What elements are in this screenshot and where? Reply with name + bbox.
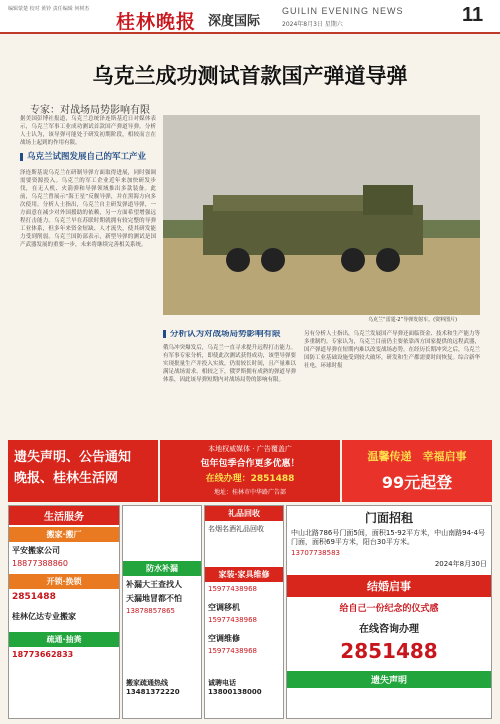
article-column-3 <box>304 330 480 438</box>
ad-bottom-left[interactable]: 搬家疏通热线 13481372220 <box>126 679 180 696</box>
paper-name-en: GUILIN EVENING NEWS <box>282 6 404 16</box>
missile-photo <box>163 115 480 315</box>
ad-gift-title: 礼品回收 <box>205 506 283 521</box>
section-heading-2: 分析认为对战场局势影响有限 <box>163 330 281 338</box>
page-number: 11 <box>462 4 484 26</box>
ad-transport-title: 疏通·抽粪 <box>9 632 119 647</box>
article-body-3: 另有分析人士指出，乌克兰发展国产导弹还面临资金、技术和生产能力等多重制约。专家认为，乌克兰目前仍主要依靠西方国家提供的远程武器，国产弹道导弹在短期内难以改变战场态势。在经历长期冲突之后，乌克兰国防工业基础设施受到较大破坏，研发和生产都需要时间恢复。综合新华社电，环球时报 <box>304 331 480 369</box>
ad-wedding-line1: 温馨传递 幸福启事 <box>367 450 467 463</box>
issue-date: 2024年8月3日 星期六 <box>282 21 343 28</box>
ad-banner-notice[interactable] <box>8 440 158 502</box>
ad-wedding-title: 结婚启事 <box>287 575 491 597</box>
ad-bottom-mid[interactable]: 诚聘电话 13800138000 <box>208 679 262 696</box>
section-heading-1: 乌克兰试图发展自己的军工产业 <box>20 153 146 161</box>
ad-rent-text: 中山北路786号门面5间，面积15-92平方米，中山南路94-4号门面，面积69平方米，阳台30平方米。 <box>291 529 486 546</box>
ad-media-line2: 包年包季合作更多优惠！ <box>200 459 300 469</box>
ad-rent-tel[interactable]: 13707738583 <box>291 549 340 557</box>
editor-credit: 编辑蒙楚 校对 黄铃 责任编辑 何树杰 <box>8 6 90 12</box>
subtitle: 专家：对战场局势影响有限 <box>30 105 150 116</box>
headline: 乌克兰成功测试首款国产弹道导弹 <box>92 63 408 88</box>
ad-media-line3: 在线办理：2851488 <box>205 474 295 484</box>
ad-column-right[interactable] <box>286 505 492 719</box>
ad-rent-date: 2024年8月30日 <box>434 560 487 568</box>
ad-wall-title: 防水补漏 <box>123 561 201 576</box>
article-column-2 <box>163 330 296 438</box>
page-header <box>0 0 500 34</box>
ad-clean-tel[interactable]: 15977438968 <box>208 647 257 655</box>
ad-decor-tel[interactable]: 15977438968 <box>208 585 257 593</box>
ad-decor-title: 家装·家具维修 <box>205 567 283 582</box>
ad-notice-title: 遗失声明 <box>287 671 491 688</box>
ad-banner-wedding[interactable] <box>342 440 492 502</box>
ad-banner-notice-line2: 晚报、桂林生活网 <box>14 471 119 486</box>
ad-wall-text2: 天漏地冒都不怕 <box>126 594 182 603</box>
ad-lock-tel[interactable]: 2851488 <box>12 592 56 602</box>
article-lead: 据美国彭博社报道，乌克兰总统泽连斯基近日对媒体表示，乌克兰军事工业成功测试首款国产弹道导弹。分析人士认为，该导弹可能处于研发初期阶段，相较而言在战场上起到的作用有限。 <box>20 116 156 146</box>
ad-wedding-text: 给自己一份纪念的仪式感 <box>339 604 439 614</box>
ad-life-services[interactable] <box>8 505 120 719</box>
ad-column-2[interactable] <box>122 505 202 719</box>
photo-caption: 乌克兰“雷霆-2”导弹发射车。(资料图片) <box>368 317 458 323</box>
ad-rent-title: 门面招租 <box>364 511 413 525</box>
article-body-1: 泽连斯基说乌克兰在研制导弹方面取得进展，同时强调需要资源投入。乌克兰的军工企业近年来加快研发步伐，在无人机、火箭弹和导弹领域推出多款装备。此前，乌克兰曾展示“海王星”反舰导弹，并在黑海方向多次使用。分析人士指出，乌克兰自主研发弹道导弹，一方面意在减少对外国援助的依赖，另一方面希望增强远程打击能力。乌克兰早在苏联时期就拥有较完整的导弹工业体系，但多年来资金短缺、人才流失，使其研发能力受到削弱。乌克兰国防部表示，新型导弹的测试是国产武器发展的重要一步，未来将继续完善相关系统。 <box>20 170 156 248</box>
article-body-2: 俄乌冲突爆发后，乌克兰一直寻求提升远程打击能力。有军事专家分析，即使此次测试获得成功，该型导弹要实现批量生产并投入实战，仍需较长时间，且产量难以满足战场需求。相较之下，俄罗斯拥有成熟的弹道导弹体系，因此该导弹短期内对战场局势的影响有限。 <box>163 345 296 383</box>
ad-online-tel[interactable]: 2851488 <box>340 639 438 663</box>
ad-air-title: 空调移机 <box>208 603 240 612</box>
ad-banner-notice-line1: 遗失声明、公告通知 <box>14 450 132 465</box>
ad-move-company: 平安搬家公司 <box>12 546 60 555</box>
ad-guilin-move: 桂林亿达专业搬家 <box>12 612 76 621</box>
article-column-1 <box>20 115 156 357</box>
ad-wall-tel[interactable]: 13878857865 <box>126 607 175 615</box>
ad-banner-media[interactable] <box>160 440 340 502</box>
ad-media-line4: 地址：桂林市中华路广告部 <box>213 489 286 496</box>
ad-media-line1: 本地权威媒体 · 广告覆盖广 <box>208 445 292 453</box>
missile-launcher-image <box>163 115 480 315</box>
ad-move-tel[interactable]: 18877388860 <box>12 559 68 568</box>
ad-online-text: 在线咨询办理 <box>359 624 419 635</box>
ad-gift-text: 名烟名酒礼品回收 <box>208 525 264 533</box>
ad-column-3[interactable] <box>204 505 284 719</box>
ad-clean-title: 空调维修 <box>208 634 240 643</box>
ad-move-title: 搬家·搬厂 <box>9 527 119 542</box>
ad-wedding-line2: 99元起登 <box>381 473 453 492</box>
section-title: 深度国际 <box>208 14 261 29</box>
ad-air-tel[interactable]: 15977438968 <box>208 616 257 624</box>
ad-lock-title: 开锁·换锁 <box>9 574 119 589</box>
ad-wall-text: 补漏大王查找人 <box>126 580 182 589</box>
ad-life-title: 生活服务 <box>9 506 119 525</box>
newspaper-logo: 桂林晚报 <box>116 11 197 33</box>
ad-transport-tel[interactable]: 18773662833 <box>12 650 74 659</box>
